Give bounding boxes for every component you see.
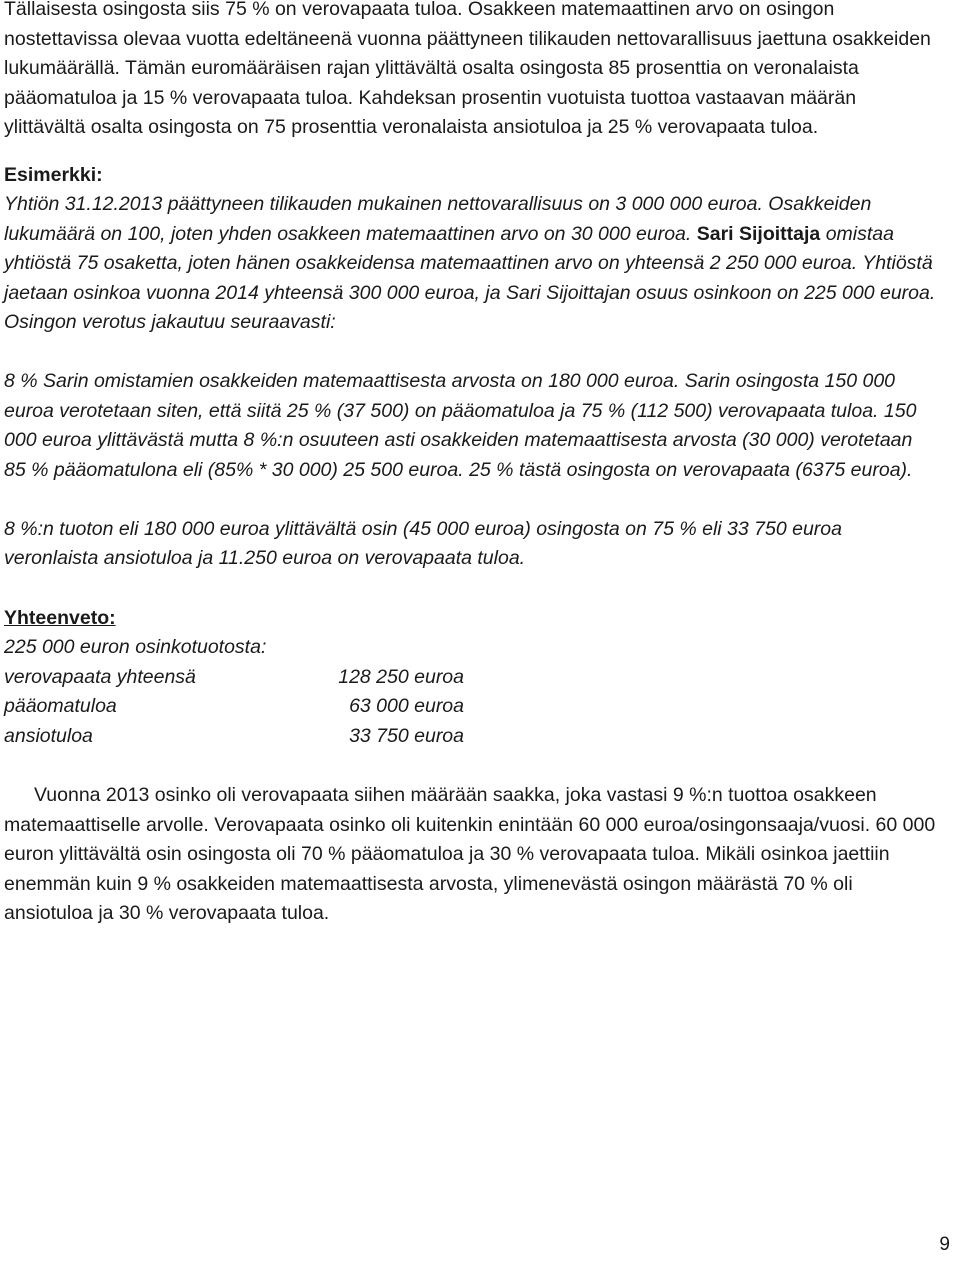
summary-value: 63 000 euroa [349,695,464,717]
spacer [4,338,939,368]
closing-paragraph: Vuonna 2013 osinko oli verovapaata siihen määrään saakka, joka vastasi 9 %:n tuottoa osakkeen matemaattiselle arvolle. Verovapaata osinko oli kuitenkin enintään 60 000 euroa/osingonsaaja/vuosi. 60 000 euron ylittävältä osin osingosta oli 70 % pääomatuloa ja 30 % verovapaata tuloa. Mikäli osinkoa jaettiin enemmän kuin 9 % osakkeiden matemaattisesta arvosta, ylimenevästä osingon määrästä 70 % oli ansiotuloa ja 30 % verovapaata tuloa. [4,784,936,924]
summary-row [4,722,464,752]
summary-value: 33 750 euroa [349,724,464,747]
document-page [4,0,939,929]
example-calculation-2: 8 %:n tuoton eli 180 000 euroa ylittävältä osin (45 000 euroa) osingosta on 75 % eli 33 750 euroa veronlaista ansiotuloa ja 11.250 euroa on verovapaata tuloa. [4,517,842,569]
summary-label: ansiotuloa [4,724,93,747]
summary-heading: Yhteenveto: [4,606,116,629]
example-paragraph [4,190,939,338]
summary-value: 128 250 euroa [338,665,464,688]
summary-label: verovapaata yhteensä [4,665,196,688]
summary-row [4,692,464,722]
intro-paragraph: Tällaisesta osingosta siis 75 % on verovapaata tuloa. Osakkeen matemaattinen arvo on osingon nostettavissa olevaa vuotta edeltäneenä vuonna päättyneen tilikauden nettovarallisuus jaettuna osakkeiden lukumäärällä. Tämän euromääräisen rajan ylittävältä osalta osingosta 85 prosenttia on veronalaista pääomatuloa ja 15 % verovapaata tuloa. Kahdeksan prosentin vuotuista tuottoa vastaavan määrän ylittävältä osalta osingosta on 75 prosenttia veronalaista ansiotuloa ja 25 % verovapaata tuloa. [4,0,931,138]
summary-label: pääomatuloa [4,695,117,717]
summary-block [4,633,939,751]
spacer [4,485,939,515]
page-number: 9 [939,1233,950,1255]
example-text-before: Yhtiön 31.12.2013 päättyneen tilikauden mukainen nettovarallisuus on 3 000 000 euroa. Osakkeiden lukumäärä on 100, joten yhden osakkeen matemaattinen arvo on 30 000 euroa. [4,193,872,245]
example-person-name: Sari Sijoittaja [696,222,821,245]
summary-row [4,663,464,693]
example-text-after: omistaa yhtiöstä 75 osaketta, joten hänen osakkeidensa matemaattinen arvo on yhteensä 2 250 000 euroa. Yhtiöstä jaetaan osinkoa vuonna 2014 yhteensä 300 000 euroa, ja Sari Sijoittajan osuus osinkoon on 225 000 euroa. Osingon verotus jakautuu seuraavasti: [4,222,936,333]
summary-subtitle: 225 000 euron osinkotuotosta: [4,636,267,658]
example-calculation-1: 8 % Sarin omistamien osakkeiden matemaattisesta arvosta on 180 000 euroa. Sarin osingosta 150 000 euroa verotetaan siten, että siitä 25 % (37 500) on pääomatuloa ja 75 % (112 500) verovapaata tuloa. 150 000 euroa ylittävästä mutta 8 %:n osuuteen asti osakkeiden matemaattisesta arvosta (30 000) verotetaan 85 % pääomatulona eli (85% * 30 000) 25 500 euroa. 25 % tästä osingosta on verovapaata (6375 euroa). [4,370,917,481]
example-heading: Esimerkki: [4,163,103,186]
